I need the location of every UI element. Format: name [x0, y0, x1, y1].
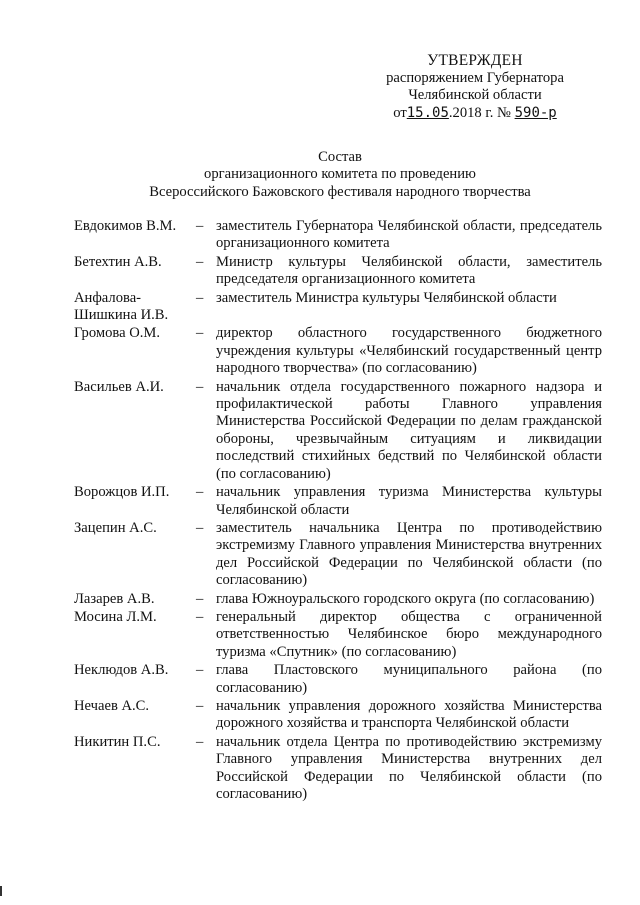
approval-block — [350, 52, 600, 122]
member-dash: – — [196, 218, 204, 234]
member-row — [74, 609, 602, 661]
member-role: глава Пластовского муниципального района (по согласованию) — [216, 662, 602, 696]
date-suffix: .2018 г. № — [448, 104, 511, 121]
member-name: Мосина Л.М. — [74, 608, 157, 625]
member-dash: – — [196, 733, 204, 750]
member-row — [74, 520, 602, 590]
approval-heading: УТВЕРЖДЕН — [427, 52, 523, 69]
member-role: Министр культуры Челябинской области, заместитель председателя организационного комитета — [216, 253, 602, 288]
approval-line-decree: распоряжением Губернатора — [386, 69, 564, 86]
member-role: начальник отдела Центра по противодействию экстремизму Главного управления Министерства внутренних дел Российской Федерации по Челябинской области (по согласованию) — [216, 733, 602, 802]
member-row — [74, 698, 602, 733]
member-role: заместитель начальника Центра по противодействию экстремизму Главного управления Министерства внутренних дел Российской Федерации по Челябинской области (по согласованию) — [216, 519, 602, 589]
date-prefix: от — [393, 104, 407, 121]
member-row — [74, 254, 602, 289]
approval-line-region: Челябинской области — [408, 87, 542, 103]
member-name: Громова О.М. — [74, 325, 161, 342]
member-name: Лазарев А.В. — [74, 590, 155, 607]
member-row — [74, 218, 602, 253]
member-name: Анфалова-Шишкина И.В. — [74, 289, 169, 324]
approval-date-line — [350, 105, 600, 123]
handwritten-number: 590-р — [514, 104, 557, 121]
member-role: начальник отдела государственного пожарного надзора и профилактической работы Главного управления Министерства Российской Федерации по делам гражданской обороны, чрезвычайным ситуациям и ликвидации последствий стихийных бедствий по Челябинской области (по согласованию) — [216, 378, 602, 482]
member-row — [74, 734, 602, 804]
member-dash: – — [196, 608, 204, 625]
member-role: генеральный директор общества с ограниченной ответственностью Челябинское бюро международного туризма «Спутник» (по согласованию) — [216, 608, 602, 660]
member-role: заместитель Министра культуры Челябинской области — [216, 289, 557, 306]
scan-margin-mark — [0, 886, 2, 896]
document-title — [60, 149, 620, 201]
member-dash: – — [196, 662, 204, 679]
member-row — [74, 325, 602, 377]
member-dash: – — [196, 325, 204, 342]
member-dash: – — [196, 519, 204, 536]
member-dash: – — [196, 253, 204, 270]
title-line-2: организационного комитета по проведению — [204, 166, 476, 183]
committee-member-list — [74, 218, 602, 804]
member-role: директор областного государственного бюджетного учреждения культуры «Челябинский государственный центр народного творчества» (по согласованию) — [216, 325, 602, 377]
member-dash: – — [196, 289, 204, 306]
member-name: Бетехтин А.В. — [74, 253, 162, 270]
title-line-3: Всероссийского Бажовского фестиваля народного творчества — [149, 183, 531, 200]
member-name: Ворожцов И.П. — [74, 484, 170, 501]
member-role: глава Южноуральского городского округа (по согласованию) — [216, 590, 595, 607]
member-row — [74, 484, 602, 519]
title-line-1: Состав — [318, 149, 362, 165]
member-role: начальник управления туризма Министерства культуры Челябинской области — [216, 484, 602, 518]
member-row — [74, 591, 602, 608]
member-row — [74, 379, 602, 483]
member-dash: – — [196, 378, 204, 395]
member-name: Евдокимов В.М. — [74, 218, 177, 234]
member-dash: – — [196, 590, 204, 607]
member-name: Никитин П.С. — [74, 733, 161, 750]
member-name: Нечаев А.С. — [74, 697, 150, 714]
member-name: Зацепин А.С. — [74, 519, 157, 536]
member-role: заместитель Губернатора Челябинской области, председатель организационного комитета — [216, 218, 602, 252]
member-name: Неклюдов А.В. — [74, 662, 169, 679]
member-name: Васильев А.И. — [74, 378, 164, 395]
member-dash: – — [196, 697, 204, 714]
member-dash: – — [196, 484, 204, 501]
member-row — [74, 662, 602, 697]
member-row — [74, 290, 602, 325]
handwritten-date: 15.05 — [406, 104, 449, 121]
member-role: начальник управления дорожного хозяйства Министерства дорожного хозяйства и транспорта Челябинской области — [216, 697, 602, 732]
